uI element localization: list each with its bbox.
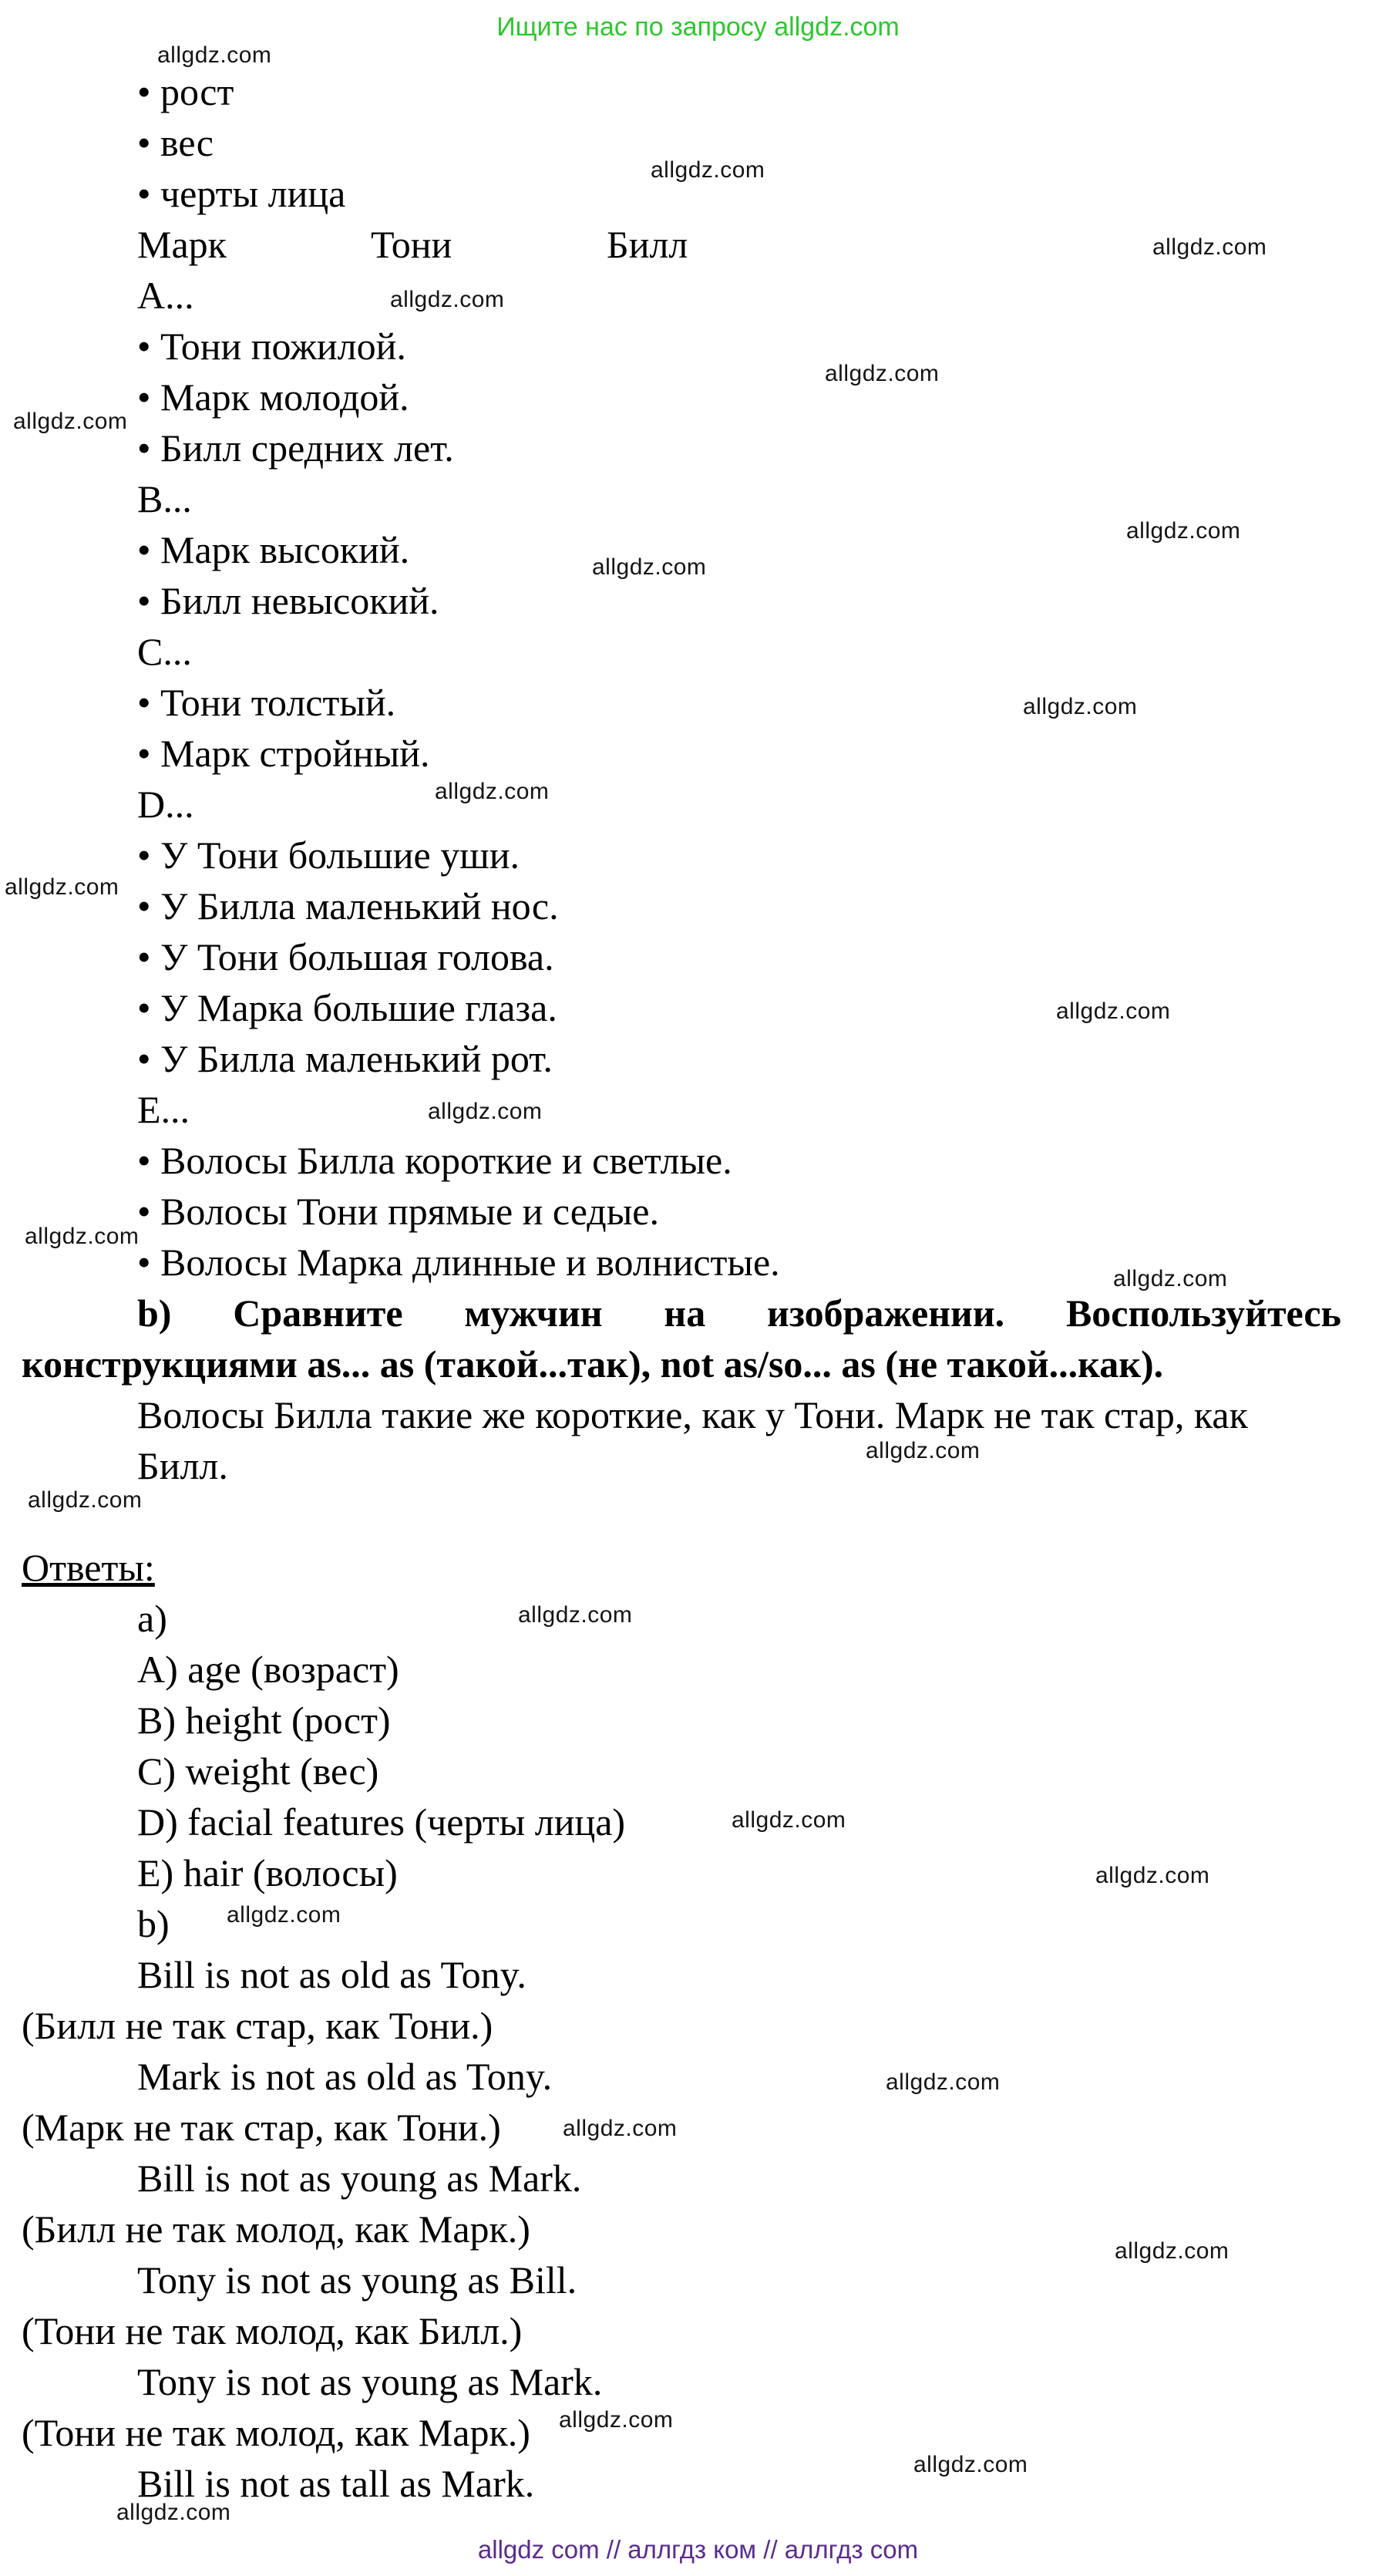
watermark: allgdz.com — [428, 1099, 543, 1124]
watermark: allgdz.com — [116, 2500, 231, 2525]
answer-item: C) weight (вес) — [137, 1749, 379, 1793]
translation-line: (Тони не так молод, как Билл.) — [22, 2309, 523, 2352]
watermark: allgdz.com — [518, 1602, 633, 1628]
bullet-item: • Волосы Тони прямые и седые. — [137, 1190, 659, 1233]
subtask-label: a) — [137, 1597, 167, 1640]
footer-domains: allgdz com // аллгдз ком // аллгдз com — [477, 2535, 919, 2564]
watermark: allgdz.com — [435, 779, 550, 804]
translation-line: (Тони не так молод, как Марк.) — [22, 2411, 530, 2454]
bullet-item: • Тони толстый. — [137, 681, 396, 724]
bullet-item: • Волосы Марка длинные и волнистые. — [137, 1241, 780, 1284]
watermark: allgdz.com — [5, 874, 119, 900]
answer-sentence: Bill is not as young as Mark. — [137, 2157, 582, 2200]
category-letter-line: C... — [137, 630, 192, 673]
category-letter-line: A... — [137, 274, 194, 317]
bullet-item: • Марк молодой. — [137, 375, 409, 419]
name-label: Тони — [371, 223, 452, 266]
watermark: allgdz.com — [1113, 1266, 1228, 1291]
bullet-item: • черты лица — [137, 172, 346, 215]
answer-item: D) facial features (черты лица) — [137, 1800, 626, 1844]
subtask-label: b) — [137, 1902, 170, 1945]
bullet-item: • Тони пожилой. — [137, 325, 406, 368]
category-letter-line: E... — [137, 1088, 190, 1131]
watermark: allgdz.com — [227, 1902, 341, 1928]
watermark: allgdz.com — [390, 287, 505, 312]
watermark: allgdz.com — [563, 2116, 678, 2141]
watermark: allgdz.com — [25, 1224, 140, 1249]
translation-line: (Билл не так стар, как Тони.) — [22, 2004, 493, 2047]
bullet-item: • Билл невысокий. — [137, 579, 439, 622]
watermark: allgdz.com — [157, 42, 272, 68]
answers-heading: Ответы: — [22, 1546, 155, 1589]
answer-item: B) height (рост) — [137, 1699, 391, 1742]
bullet-item: • Марк стройный. — [137, 732, 430, 775]
bullet-item: • У Тони большие уши. — [137, 833, 520, 877]
answer-item: E) hair (волосы) — [137, 1851, 398, 1894]
name-label: Билл — [607, 223, 688, 266]
watermark: allgdz.com — [913, 2452, 1028, 2477]
watermark: allgdz.com — [1023, 694, 1138, 719]
watermark: allgdz.com — [1115, 2238, 1229, 2264]
watermark: allgdz.com — [651, 157, 765, 183]
watermark: allgdz.com — [866, 1438, 981, 1463]
bullet-item: • Марк высокий. — [137, 528, 410, 571]
bullet-item: • вес — [137, 121, 214, 164]
answer-item: A) age (возраст) — [137, 1648, 399, 1691]
answer-sentence: Tony is not as young as Bill. — [137, 2258, 577, 2302]
translation-line: (Билл не так молод, как Марк.) — [22, 2207, 530, 2251]
task-b-instruction-line: конструкциями as... as (такой...так), not as/so... as (не такой...как). — [22, 1342, 1164, 1386]
watermark: allgdz.com — [825, 361, 940, 386]
watermark: allgdz.com — [13, 409, 128, 434]
watermark: allgdz.com — [732, 1807, 846, 1833]
names-row — [22, 219, 1341, 270]
example-sentence: Билл. — [137, 1444, 228, 1487]
bullet-item: • рост — [137, 70, 234, 113]
bullet-item: • У Марка большие глаза. — [137, 986, 557, 1029]
watermark: allgdz.com — [886, 2069, 1001, 2095]
watermark: allgdz.com — [28, 1487, 143, 1513]
translation-line: (Марк не так стар, как Тони.) — [22, 2106, 501, 2149]
answer-sentence: Mark is not as old as Tony. — [137, 2055, 553, 2098]
example-sentence: Волосы Билла такие же короткие, как у Тони. Марк не так стар, как — [137, 1393, 1248, 1436]
answer-sentence: Bill is not as tall as Mark. — [137, 2462, 535, 2505]
answer-sentence: Tony is not as young as Mark. — [137, 2360, 603, 2403]
promo-header: Ищите нас по запросу allgdz.com — [496, 12, 900, 42]
bullet-item: • Волосы Билла короткие и светлые. — [137, 1139, 732, 1182]
name-label: Марк — [137, 223, 227, 266]
answer-sentence: Bill is not as old as Tony. — [137, 1953, 526, 1996]
bullet-item: • Билл средних лет. — [137, 426, 454, 470]
bullet-item: • У Тони большая голова. — [137, 935, 554, 978]
watermark: allgdz.com — [1152, 234, 1267, 260]
bullet-item: • У Билла маленький рот. — [137, 1037, 553, 1080]
watermark: allgdz.com — [592, 554, 707, 580]
watermark: allgdz.com — [1056, 998, 1171, 1024]
category-letter-line: D... — [137, 783, 194, 826]
watermark: allgdz.com — [1126, 518, 1241, 544]
watermark: allgdz.com — [559, 2407, 674, 2433]
bullet-item: • У Билла маленький нос. — [137, 884, 559, 928]
category-letter-line: B... — [137, 477, 192, 520]
watermark: allgdz.com — [1095, 1863, 1210, 1888]
task-b-instruction-line: b) Сравните мужчин на изображении. Воспользуйтесь — [137, 1291, 1341, 1335]
